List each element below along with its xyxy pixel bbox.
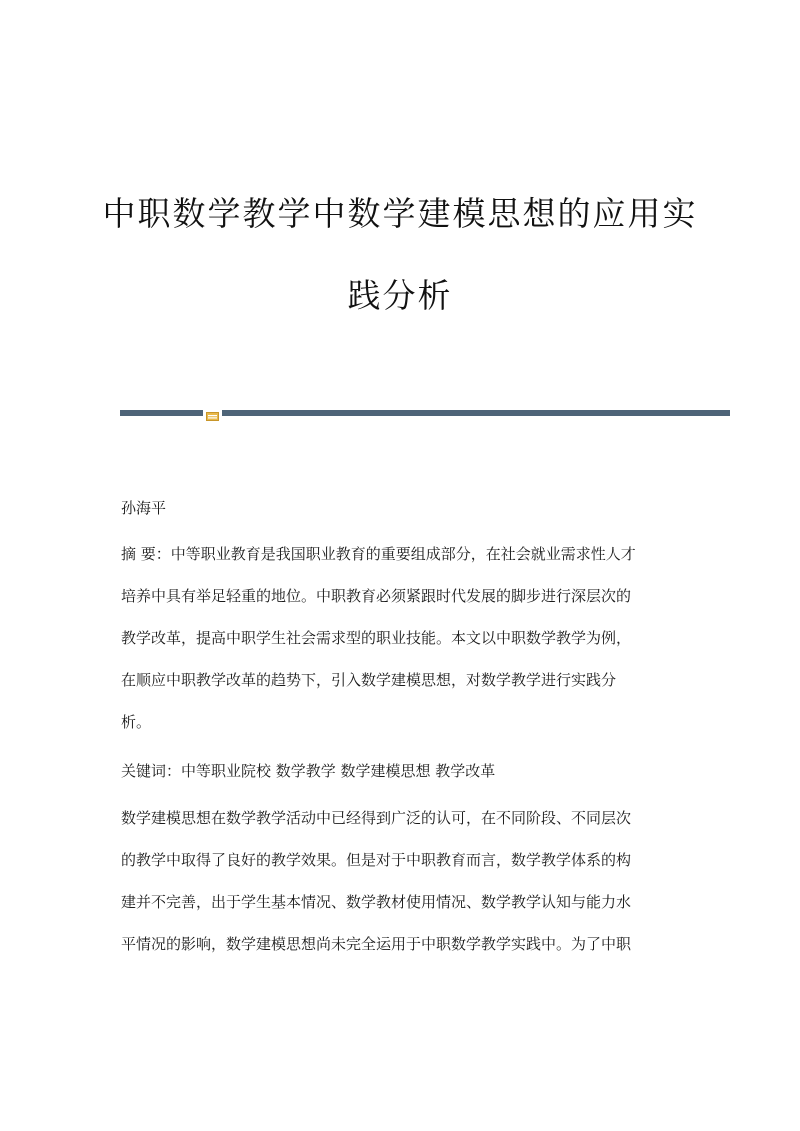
page-title-line-2: 践分析 [347, 276, 453, 315]
abstract-line-3: 教学改革，提高中职学生社会需求型的职业技能。本文以中职数学教学为例， [121, 629, 632, 647]
abstract-line-2: 培养中具有举足轻重的地位。中职教育必须紧跟时代发展的脚步进行深层次的 [121, 587, 632, 605]
author-name: 孙海平 [121, 499, 167, 517]
abstract-line-5: 析。 [121, 713, 152, 731]
body-line-4: 平情况的影响，数学建模思想尚未完全运用于中职数学教学实践中。为了中职 [121, 935, 632, 953]
document-badge-icon [206, 407, 219, 418]
title-divider [120, 407, 730, 417]
abstract-line-4: 在顺应中职教学改革的趋势下，引入数学建模思想，对数学教学进行实践分 [121, 671, 617, 689]
divider-bar-right [222, 410, 730, 416]
body-line-2: 的教学中取得了良好的教学效果。但是对于中职教育而言，数学教学体系的构 [121, 851, 632, 869]
body-line-3: 建并不完善，出于学生基本情况、数学教材使用情况、数学教学认知与能力水 [121, 893, 632, 911]
page-title-line-1: 中职数学教学中数学建模思想的应用实 [102, 194, 698, 233]
abstract-line-1: 摘 要：中等职业教育是我国职业教育的重要组成部分，在社会就业需求性人才 [121, 545, 636, 563]
keywords-line: 关键词：中等职业院校 数学教学 数学建模思想 教学改革 [121, 762, 496, 780]
body-line-1: 数学建模思想在数学教学活动中已经得到广泛的认可，在不同阶段、不同层次 [121, 809, 632, 827]
divider-bar-left [120, 410, 203, 416]
